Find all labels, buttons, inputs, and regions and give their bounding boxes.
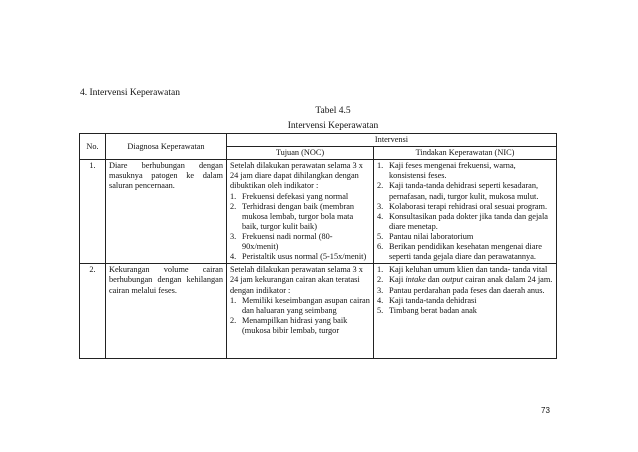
section-heading: 4. Intervensi Keperawatan bbox=[80, 88, 180, 98]
nic-cell bbox=[374, 160, 557, 264]
table-row bbox=[80, 160, 557, 264]
table-title: Intervensi Keperawatan bbox=[287, 121, 379, 131]
list-item: 2. Menampilkan hidrasi yang baik (mukosa bibir lembab, turgor bbox=[230, 315, 348, 335]
list-item: 1. Kaji keluhan umum klien dan tanda- tanda vital bbox=[377, 265, 548, 275]
list-item: 1. Frekuensi defekasi yang normal bbox=[230, 191, 349, 201]
list-item: 2. Kaji intake dan output cairan anak dalam 24 jam. bbox=[377, 275, 553, 285]
list-item: 4. Konsultasikan pada dokter jika tanda dan gejala diare menetap. bbox=[377, 211, 548, 231]
list-item: 5. Pantau nilai laboratorium bbox=[377, 231, 474, 241]
page-number: 73 bbox=[541, 406, 550, 415]
diagnosis-cell: Diare berhubungan dengan masuknya patogen ke dalam saluran pencernaan. bbox=[106, 160, 227, 264]
noc-intro: Setelah dilakukan perawatan selama 3 x 24 jam kekurangan cairan akan teratasi dengan indikator : bbox=[230, 265, 363, 295]
list-item: 1. Kaji feses mengenai frekuensi, warna, konsistensi feses. bbox=[377, 161, 516, 181]
diagnosis-cell: Kekurangan volume cairan berhubungan dengan kehilangan cairan melalui feses. bbox=[106, 264, 227, 359]
row-number: 2. bbox=[80, 264, 106, 359]
list-item: 6. Berikan pendidikan kesehatan mengenai diare seperti tanda gejala diare dan perawatannya. bbox=[377, 242, 542, 262]
header-nic: Tindakan Keperawatan (NIC) bbox=[374, 147, 557, 160]
list-item: 2. Kaji tanda-tanda dehidrasi seperti kesadaran, pernafasan, nadi, turgor kulit, mukosa mulut. bbox=[377, 181, 539, 201]
list-item: 2. Terhidrasi dengan baik (membran mukosa lembab, turgor bola mata baik, turgor kulit baik) bbox=[230, 201, 355, 231]
table-number: Tabel 4.5 bbox=[315, 106, 351, 116]
header-diagnosis: Diagnosa Keperawatan bbox=[106, 134, 227, 160]
list-item: 5. Timbang berat badan anak bbox=[377, 305, 477, 315]
list-item: 3. Pantau perdarahan pada feses dan daerah anus. bbox=[377, 285, 545, 295]
list-item: 4. Kaji tanda-tanda dehidrasi bbox=[377, 295, 477, 305]
header-intervention: Intervensi bbox=[227, 134, 557, 147]
nic-cell bbox=[374, 264, 557, 359]
noc-list bbox=[230, 296, 370, 336]
row-number: 1. bbox=[80, 160, 106, 264]
list-item: 3. Frekuensi nadi normal (80- 90x/menit) bbox=[230, 231, 333, 252]
noc-list bbox=[230, 192, 370, 263]
nic-list bbox=[377, 265, 553, 316]
noc-cell bbox=[227, 264, 374, 359]
nic-list bbox=[377, 161, 553, 262]
list-item: 4. Peristaltik usus normal (5-15x/menit) bbox=[230, 252, 367, 262]
list-item: 1. Memiliki keseimbangan asupan cairan dan haluaran yang seimbang bbox=[230, 295, 370, 315]
noc-cell bbox=[227, 160, 374, 264]
header-no: No. bbox=[80, 134, 106, 160]
header-noc: Tujuan (NOC) bbox=[227, 147, 374, 160]
list-item: 3. Kolaborasi terapi rehidrasi oral sesuai program. bbox=[377, 201, 548, 211]
table-row bbox=[80, 264, 557, 359]
noc-intro: Setelah dilakukan perawatan selama 3 x 24 jam diare dapat dihilangkan dengan dibuktikan oleh indikator : bbox=[230, 161, 363, 191]
intervention-table bbox=[79, 133, 557, 359]
